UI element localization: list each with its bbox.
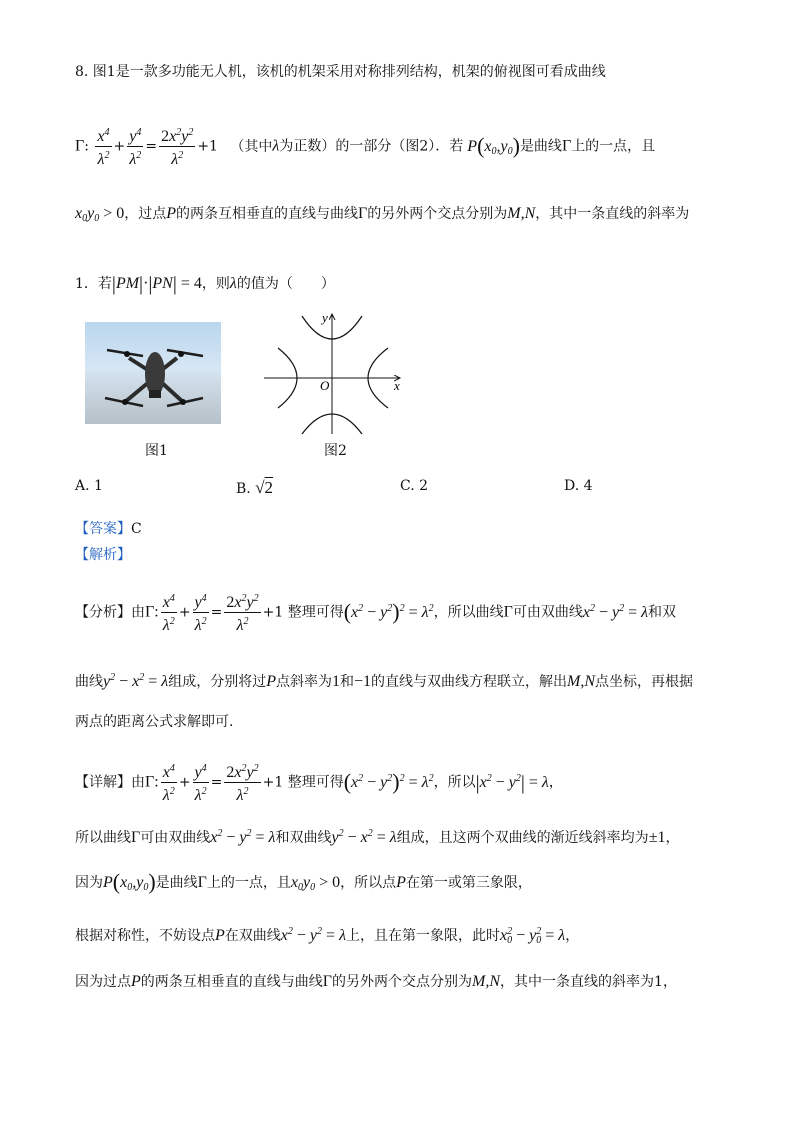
hyperbola-figure bbox=[260, 310, 410, 440]
detail-line-1: 【详解】由Γ: $\frac{x^4}{\lambda^2}$ + $\frac{y^4}{\lambda^2}$ = $\frac{2x^2y^2}{\lambda^2}$ +1 整理可得$(x^2 - y^2)^2 = \lambda^2$，所以$|x^2 - y^2| = \lambda$， bbox=[75, 760, 740, 805]
fig1-caption: 图1 bbox=[145, 443, 168, 459]
x-axis-label: x bbox=[394, 378, 400, 393]
origin-label: O bbox=[320, 378, 330, 393]
detail-line-5: 因为过点P的两条互相垂直的直线与曲线Γ的另外两个交点分别为M,N，其中一条直线的斜率为1， bbox=[75, 973, 677, 990]
detail-line-2: 所以曲线Γ可由双曲线$x^2 - y^2 = \lambda$和双曲线$y^2 - x^2 = \lambda$组成，且这两个双曲线的渐近线斜率均为±1， bbox=[75, 828, 680, 846]
fraction-x4: $\frac{x^4}{\lambda^2}$ bbox=[95, 124, 111, 169]
option-a: A. 1 bbox=[75, 478, 103, 494]
gamma-symbol: Γ bbox=[75, 137, 85, 155]
option-b: B. √2 bbox=[236, 478, 274, 497]
drone-icon bbox=[85, 322, 221, 424]
fraction-y4: $\frac{y^4}{\lambda^2}$ bbox=[127, 124, 143, 169]
fig2-caption: 图2 bbox=[324, 443, 347, 459]
drone-photo bbox=[85, 322, 221, 424]
fenxi-line-2: 曲线$y^2 - x^2 = \lambda$组成，分别将过P点斜率为1和−1的直线与双曲线方程联立，解出M,N点坐标，再根据 bbox=[75, 672, 694, 690]
fraction-2x2y2: $\frac{2x^2y^2}{\lambda^2}$ bbox=[159, 124, 195, 169]
question-text: 8. 图1是一款多功能无人机，该机的机架采用对称排列结构，机架的俯视图可看成曲线 bbox=[75, 64, 606, 80]
question-line-4: 1．若|PM|·|PN| = 4，则λ的值为（ ） bbox=[75, 273, 335, 295]
question-line-2: Γ: $\frac{x^4}{\lambda^2}$ + $\frac{y^4}{\lambda^2}$ = $\frac{2x^2y^2}{\lambda^2}$ +1 （其中λ为正数）的一部分（图2）．若 $P(x_0,y_0)$是曲线Γ上的一点，且 bbox=[75, 124, 740, 169]
option-c: C. 2 bbox=[400, 478, 429, 494]
analysis-label: 【解析】 bbox=[75, 547, 131, 563]
fenxi-line-3: 两点的距离公式求解即可. bbox=[75, 714, 234, 730]
option-d: D. 4 bbox=[564, 478, 593, 494]
answer-row: 【答案】C bbox=[75, 521, 142, 537]
detail-line-4: 根据对称性，不妨设点P在双曲线$x^2 - y^2 = \lambda$上，且在第一象限，此时$x_0^2 - y_0^2 = \lambda$， bbox=[75, 926, 580, 946]
y-axis-label: y bbox=[322, 310, 328, 325]
question-line-1 bbox=[75, 62, 740, 82]
detail-line-3: 因为$P(x_0,y_0)$是曲线Γ上的一点，且$x_0y_0 > 0$，所以点P在第一或第三象限， bbox=[75, 869, 532, 894]
fenxi-line-1: 【分析】由Γ: $\frac{x^4}{\lambda^2}$ + $\frac{y^4}{\lambda^2}$ = $\frac{2x^2y^2}{\lambda^2}$ +1 整理可得$(x^2 - y^2)^2 = \lambda^2$，所以曲线Γ可由双曲线$x^2 - y^2 = \lambda$和双 bbox=[75, 590, 740, 635]
question-line-3: $x_0y_0 > 0$，过点P的两条互相垂直的直线与曲线Γ的另外两个交点分别为M,N，其中一条直线的斜率为 bbox=[75, 205, 690, 224]
